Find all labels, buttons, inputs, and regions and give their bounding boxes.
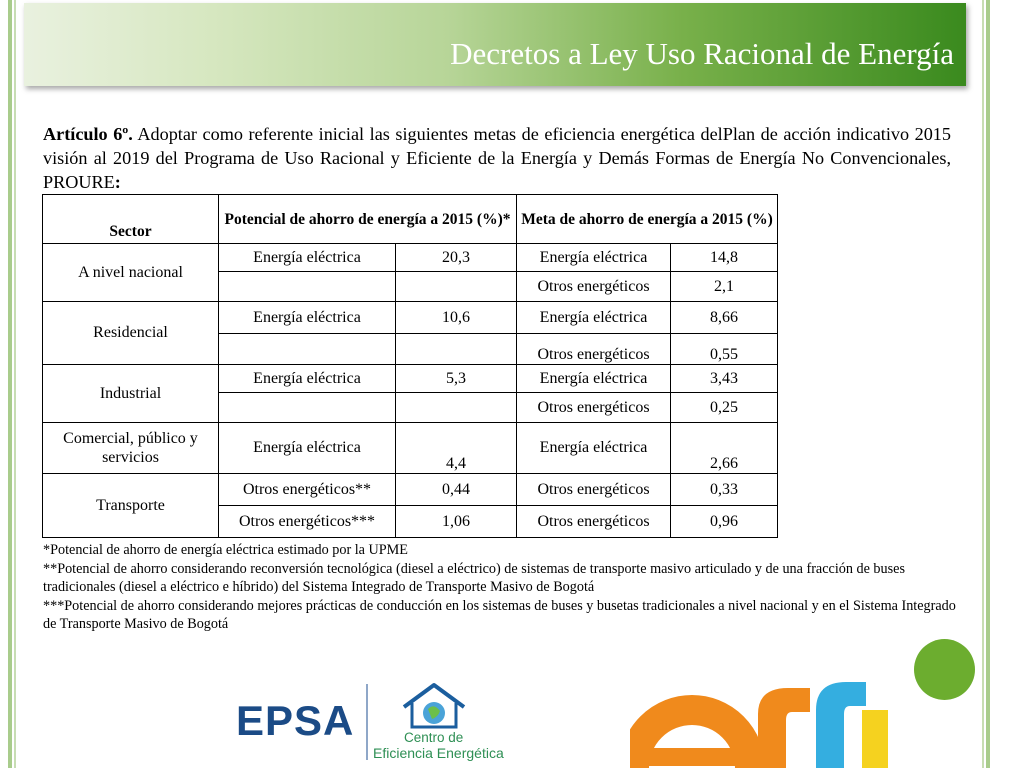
meta-label: Otros energéticos <box>517 334 671 365</box>
potencial-value: 1,06 <box>396 506 517 538</box>
left-rail-thin <box>14 0 16 768</box>
meta-value: 14,8 <box>671 244 778 272</box>
potencial-label <box>219 393 396 423</box>
meta-value: 0,25 <box>671 393 778 423</box>
table-row <box>43 244 778 272</box>
footnote-2: **Potencial de ahorro considerando reconversión tecnológica (diesel a eléctrico) de sistemas de transporte masivo articulado y de una fracción de buses tradicionales (diesel a eléctrico e híbrido) del Sistema Integrado de Transporte Masivo de Bogotá <box>43 560 905 595</box>
potencial-label: Energía eléctrica <box>219 365 396 393</box>
header-meta: Meta de ahorro de energía a 2015 (%) <box>517 195 778 244</box>
table-row <box>43 365 778 393</box>
footnote-3: ***Potencial de ahorro considerando mejores prácticas de conducción en los sistemas de buses y busetas tradicionales a nivel nacional y en el Sistema Integrado de Transporte Masivo de Bogotá <box>43 597 956 632</box>
meta-label: Energía eléctrica <box>517 365 671 393</box>
table-row <box>43 302 778 334</box>
potencial-value: 20,3 <box>396 244 517 272</box>
left-rail <box>8 0 12 768</box>
table-row <box>43 474 778 506</box>
meta-value: 2,1 <box>671 272 778 302</box>
cee-logo-line1: Centro de <box>404 730 464 745</box>
potencial-value <box>396 272 517 302</box>
potencial-value: 4,4 <box>396 423 517 474</box>
sector-cell: Industrial <box>43 365 219 423</box>
header-potencial: Potencial de ahorro de energía a 2015 (%)* <box>219 195 517 244</box>
meta-value: 2,66 <box>671 423 778 474</box>
house-icon <box>398 681 470 729</box>
cee-logo-line2: Eficiencia Energética <box>373 745 504 761</box>
effi-logo <box>630 674 892 768</box>
footnote-1: *Potencial de ahorro de energía eléctrica estimado por la UPME <box>43 542 408 558</box>
potencial-label <box>219 272 396 302</box>
potencial-value <box>396 393 517 423</box>
table-header-row <box>43 195 778 244</box>
potencial-value: 5,3 <box>396 365 517 393</box>
sector-cell: Comercial, público y servicios <box>43 423 219 474</box>
slide-title: Decretos a Ley Uso Racional de Energía <box>450 36 954 71</box>
meta-value: 3,43 <box>671 365 778 393</box>
potencial-label: Energía eléctrica <box>219 302 396 334</box>
potencial-label <box>219 334 396 365</box>
meta-value: 8,66 <box>671 302 778 334</box>
right-rail <box>986 0 990 768</box>
meta-label: Otros energéticos <box>517 272 671 302</box>
sector-cell: A nivel nacional <box>43 244 219 302</box>
footnotes <box>43 541 958 634</box>
potencial-label: Otros energéticos*** <box>219 506 396 538</box>
article-text: Adoptar como referente inicial las siguientes metas de eficiencia energética delPlan de acción indicativo 2015 visión al 2019 del Programa de Uso Racional y Eficiente de la Energía y Demás Formas de Energía No Convencionales, PROURE <box>43 124 951 192</box>
potencial-label: Otros energéticos** <box>219 474 396 506</box>
article-colon: : <box>114 172 121 192</box>
meta-label: Otros energéticos <box>517 393 671 423</box>
meta-label: Energía eléctrica <box>517 423 671 474</box>
sector-cell: Residencial <box>43 302 219 365</box>
meta-value: 0,96 <box>671 506 778 538</box>
title-bar <box>24 3 966 86</box>
potencial-label: Energía eléctrica <box>219 423 396 474</box>
meta-label: Energía eléctrica <box>517 244 671 272</box>
header-sector: Sector <box>43 195 219 244</box>
right-rail-thin <box>982 0 984 768</box>
logo-divider <box>366 684 368 760</box>
meta-value: 0,33 <box>671 474 778 506</box>
meta-value: 0,55 <box>671 334 778 365</box>
meta-label: Energía eléctrica <box>517 302 671 334</box>
green-circle <box>914 639 975 700</box>
potencial-value: 0,44 <box>396 474 517 506</box>
sector-cell: Transporte <box>43 474 219 538</box>
savings-table <box>42 194 778 538</box>
intro-paragraph <box>43 122 951 194</box>
meta-label: Otros energéticos <box>517 474 671 506</box>
epsa-logo: EPSA <box>236 697 355 744</box>
potencial-value: 10,6 <box>396 302 517 334</box>
potencial-value <box>396 334 517 365</box>
table-row <box>43 423 778 474</box>
meta-label: Otros energéticos <box>517 506 671 538</box>
potencial-label: Energía eléctrica <box>219 244 396 272</box>
article-label: Artículo 6º. <box>43 124 133 144</box>
